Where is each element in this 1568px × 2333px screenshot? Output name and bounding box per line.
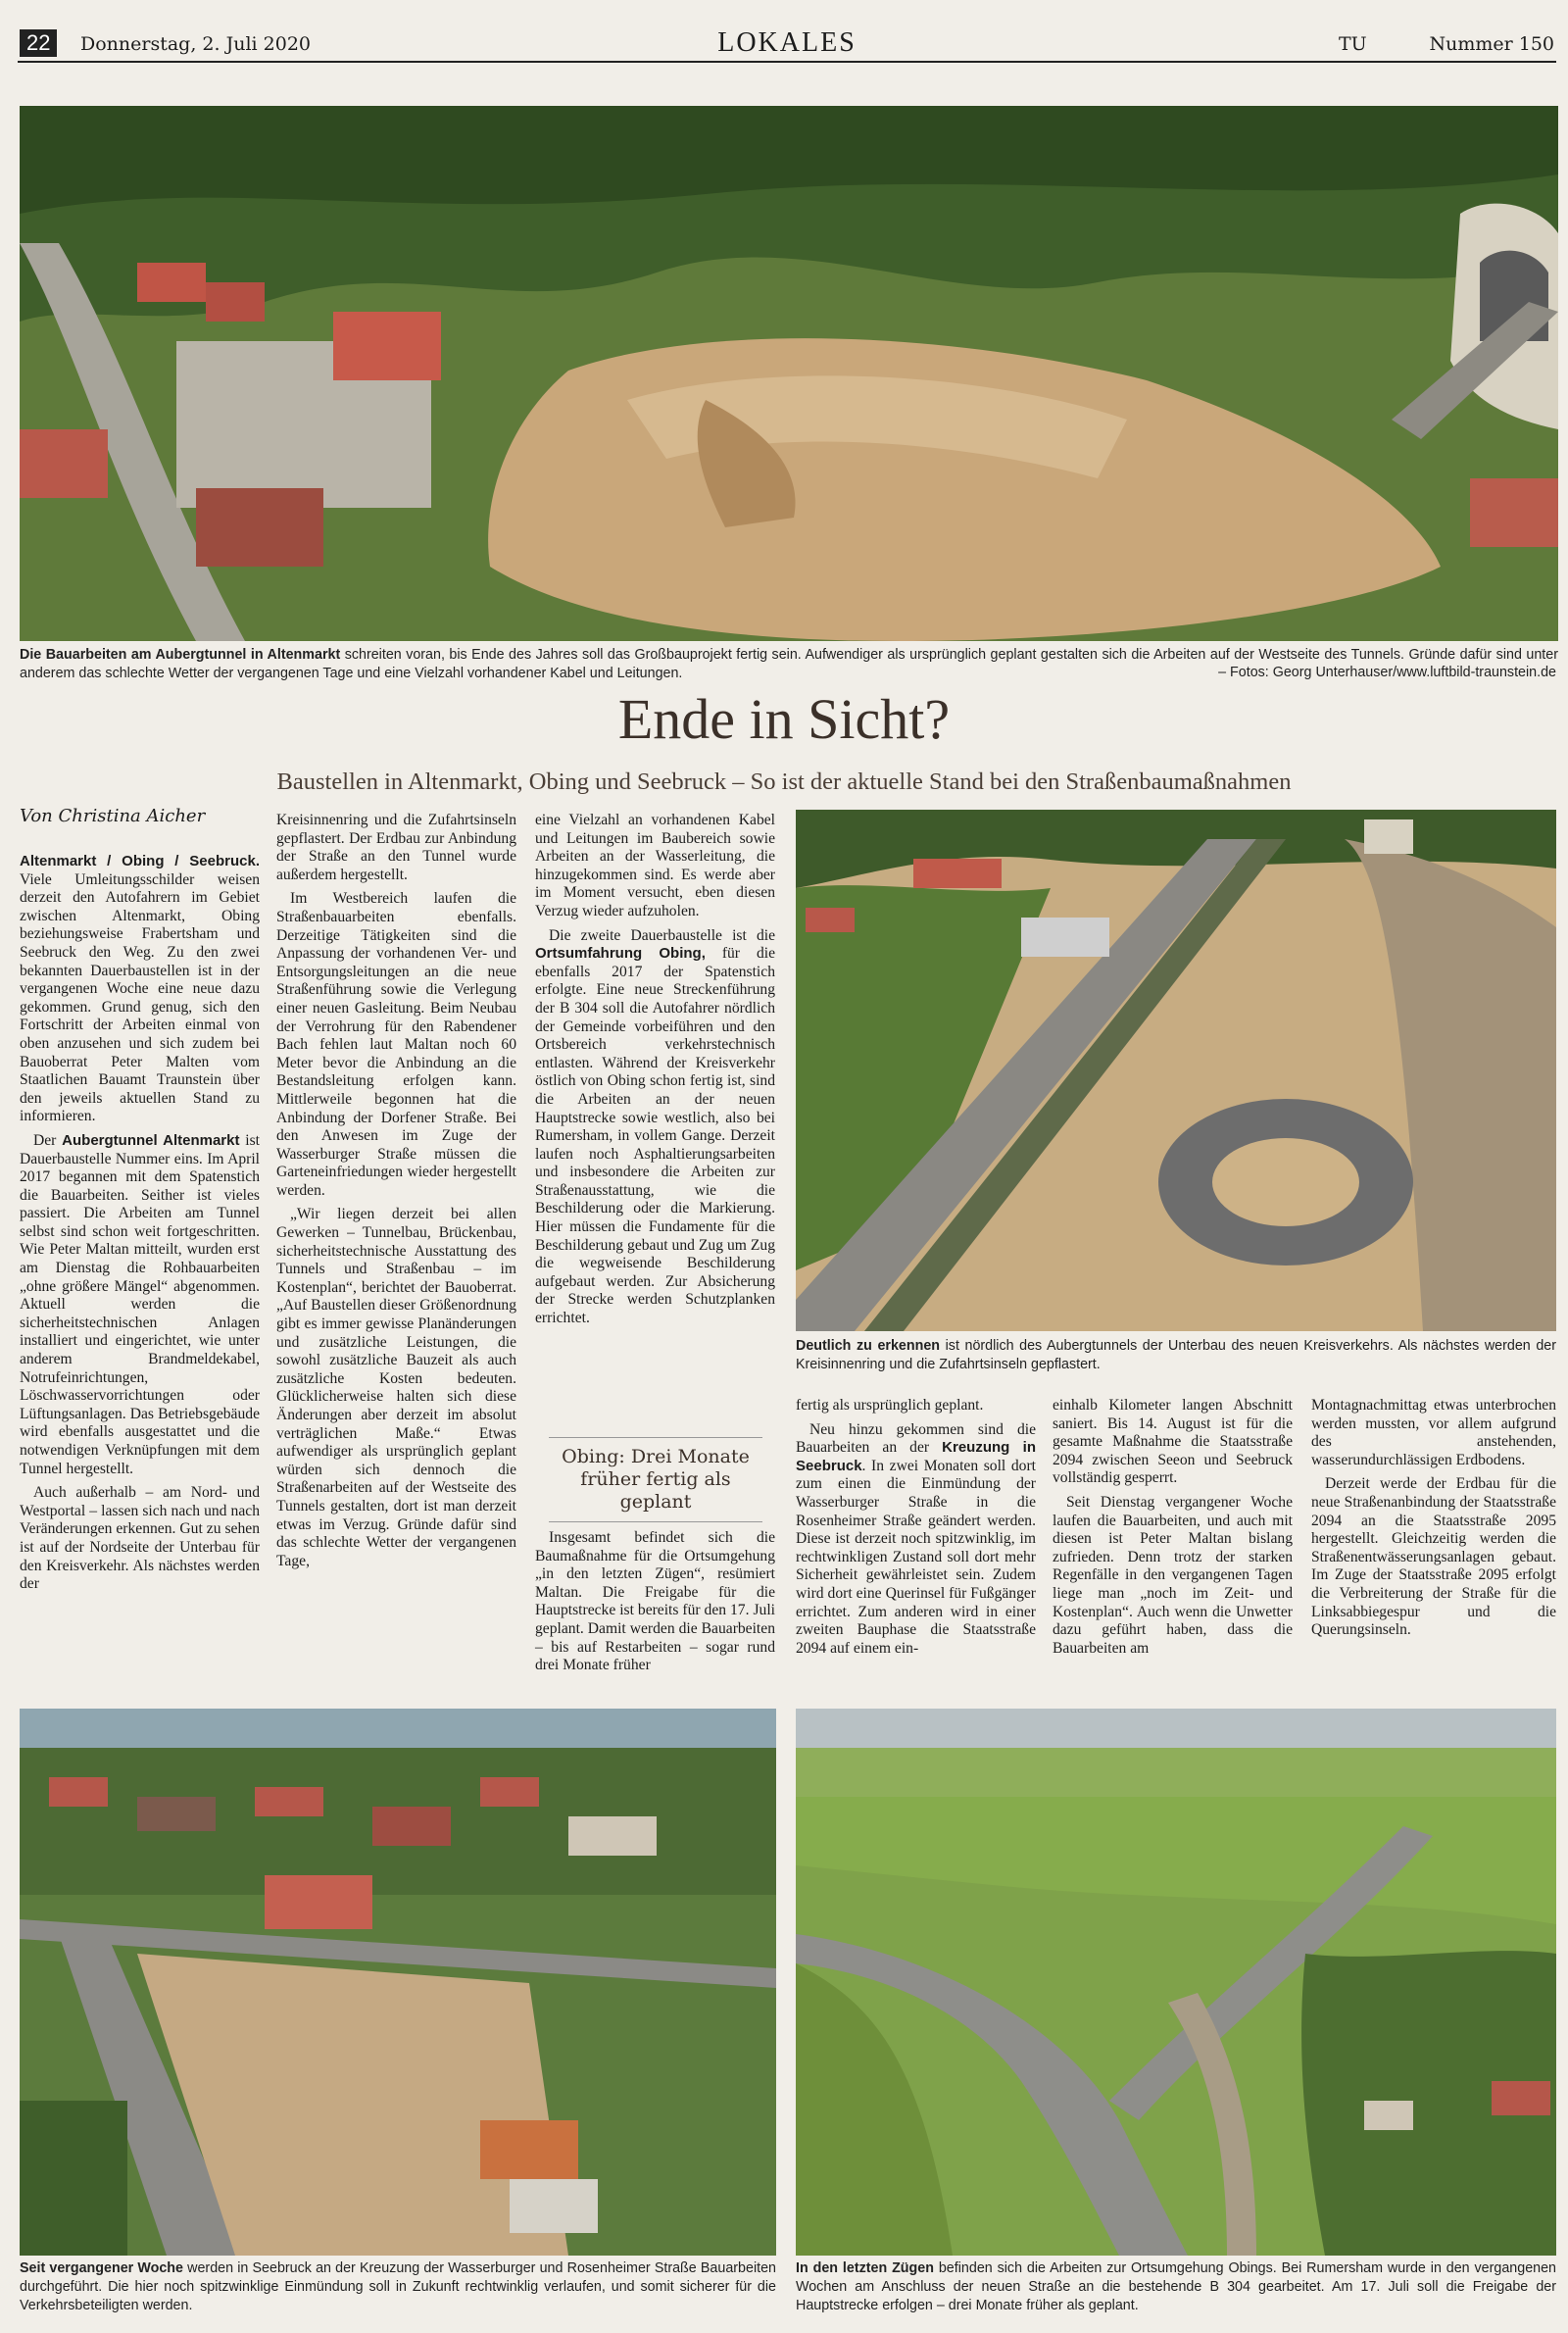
obing-bypass-photo (796, 1709, 1556, 2256)
article-column-3 (535, 812, 775, 1328)
paragraph: für die ebenfalls 2017 der Spatenstich erfolgte. Eine neue Streckenführung der B 304 soll die Autofahrer nördlich der Gemeinde vorbeiführen und den Ortsbereich verkehrstechnisch entlasten. Während der Kreisverkehr östlich von Obing schon fertig ist, sind die Arbeiten an der neuen Hauptstrecke sowie westlich, also bei Rumersham, in vollem Gange. Derzeit laufen noch Asphaltierungsarbeiten und insbesondere die Arbeiten zur Straßenausstattung, wie die Beschilderung oder die Markierung. Hier müssen die Fundamente für die Beschilderung gebaut und Zug um Zug die wegweisende Beschilderung aufgebaut werden. Zur Absicherung der Strecke werden Schutzplanken errichtet. (535, 945, 775, 1327)
issue-number: Nummer 150 (1429, 33, 1554, 55)
bold-phrase: Kreuzung in Seebruck (796, 1439, 1036, 1474)
paragraph: Auch außerhalb – am Nord- und Westportal – lassen sich nach und nach Veränderungen erkennen. Gut zu sehen ist auf der Nordseite der Unterbau für den Kreisverkehr. Als nächstes werden der (20, 1484, 260, 1593)
paragraph-start: Die zweite Dauerbaustelle ist die (549, 926, 775, 944)
bold-phrase: Ortsumfahrung Obing, (535, 945, 706, 963)
article-column-4 (796, 1397, 1036, 1658)
article-column-6 (1311, 1397, 1556, 1640)
caption-lead: Die Bauarbeiten am Aubergtunnel in Altenmarkt (20, 647, 341, 663)
caption-text: schreiten voran, bis Ende des Jahres soll das Großbauprojekt fertig sein. Aufwendiger als ursprünglich geplant gestalten sich die Arbeiten auf der Westseite des Tunnels. Gründe dafür sind unter anderem das schlechte Wetter der vergangenen Tage und eine Vielzahl vorhandener Kabel und Leitungen. (20, 647, 1558, 681)
paragraph: ist Dauerbaustelle Nummer eins. Im April 2017 begannen mit dem Spatenstich die Bauarbeiten. Seither ist vieles passiert. Die Arbeiten am Tunnel selbst sind schon weit fortgeschritten. Wie Peter Maltan mitteilt, wurden erst am Dienstag die Rohbauarbeiten „ohne größere Mängel“ abgenommen. Aktuell werden die sicherheitstechnischen Anlagen installiert und eingerichtet, wie unter anderem Brandmeldekabel, Notrufeinrichtungen, Löschwasservorrichtungen oder Lüftungsanlagen. Das Betriebsgebäude wird ebenfalls ausgestattet und die notwendigen Verknüpfungen mit dem Tunnel hergestellt. (20, 1131, 260, 1477)
edition-code: TU (1339, 33, 1367, 55)
paragraph-start: Der (33, 1131, 63, 1149)
paragraph: Viele Umleitungsschilder weisen derzeit den Autofahrern im Gebiet zwischen Altenmarkt, Obing beziehungsweise Frabertsham und Seebruck den Weg. Zu den zwei bekannten Dauerbaustellen ist in der vergangenen Woche eine neue dazu gekommen. Grund genug, sich den Fortschritt der Arbeiten einmal von oben anzusehen und sich zudem bei Bauoberrat Peter Malten vom Staatlichen Bauamt Traunstein über den jeweils aktuellen Stand zu informieren. (20, 870, 260, 1125)
caption-lead: In den letzten Zügen (796, 2260, 934, 2276)
article-column-2 (276, 812, 516, 1570)
subheadline: Baustellen in Altenmarkt, Obing und Seebruck – So ist der aktuelle Stand bei den Straßenbaumaßnahmen (276, 769, 1292, 795)
caption-lead: Deutlich zu erkennen (796, 1338, 941, 1354)
paragraph: Kreisinnenring und die Zufahrtsinseln gepflastert. Der Erdbau zur Anbindung der Straße an den Tunnel wurde außerdem hergestellt. (276, 812, 516, 883)
caption-lead: Seit vergangener Woche (20, 2260, 183, 2276)
paragraph: eine Vielzahl an vorhandenen Kabel und Leitungen im Baubereich sowie Arbeiten an der Wasserleitung, die hinzugekommen sind. Es werde aber im Moment versucht, eben diesen Verzug wieder aufzuholen. (535, 812, 775, 919)
bottom-left-caption (20, 2259, 776, 2315)
right-photo-caption (796, 1337, 1556, 1374)
headline: Ende in Sicht? (617, 687, 951, 751)
seebruck-junction-photo (20, 1709, 776, 2256)
byline: Von Christina Aicher (20, 806, 206, 826)
paragraph: Derzeit werde der Erdbau für die neue Straßenanbindung der Staatsstraße 2094 an die Staatsstraße 2095 hergestellt. Gleichzeitig werden die Straßenentwässerungsanlagen gebaut. Im Zuge der Staatsstraße 2095 erfolgt die Verbreiterung der Straße für die Linksabbiegespur und die Querungsinseln. (1311, 1475, 1556, 1639)
page-number: 22 (20, 29, 57, 57)
section-title: LOKALES (717, 27, 857, 58)
caption-text: befinden sich die Arbeiten zur Ortsumgehung Obings. Bei Rumersham wurde in den vergangenen Wochen am Anschluss der neuen Straße an die bestehende B 304 gearbeitet. Am 17. Juli soll die Freigabe der Hauptstrecke erfolgen – drei Monate früher als geplant. (796, 2260, 1557, 2313)
subheading-box: Obing: Drei Monate früher fertig als geplant (549, 1437, 762, 1522)
paragraph-start: Neu hinzu gekommen sind die Bauarbeiten an der (796, 1420, 1036, 1457)
paragraph: . In zwei Monaten soll dort zum einen die Einmündung der Wasserburger Straße in die Rosenheimer Straße geändert werden. Diese ist derzeit noch spitzwinklig, im rechtwinkligen Zustand soll dort mehr Sicherheit gewährleistet sein. Zudem wird dort eine Querinsel für Fußgänger errichtet. Zum anderen wird in einer zweiten Bauphase die Staatsstraße 2094 auf einem ein- (796, 1457, 1036, 1657)
paragraph: „Wir liegen derzeit bei allen Gewerken – Tunnelbau, Brückenbau, sicherheitstechnische Ausstattung des Tunnels und Straßenbau – im Kostenplan“, berichtet der Bauoberrat. „Auf Baustellen dieser Größenordnung gibt es immer gewisse Planänderungen und zusätzliche Leistungen, die sowohl zusätzliche Bauzeit als auch zusätzliche Kosten bedeuten. Glücklicherweise halten sich diese Änderungen aber derzeit im absolut verträglichen Maße.“ Etwas aufwendiger als ursprünglich geplant würden sich dennoch die Straßenarbeiten auf der Westseite des Tunnels gestalten, dort ist man derzeit etwas im Verzug. Gründe dafür sind das schlechte Wetter der vergangenen Tage, (276, 1206, 516, 1569)
bottom-right-caption (796, 2259, 1556, 2315)
paragraph: Insgesamt befindet sich die Baumaßnahme für die Ortsumgehung „in den letzten Zügen“, resümiert Maltan. Die Freigabe für die Hauptstrecke ist bereits für den 17. Juli geplant. Damit werden die Bauarbeiten – bis auf Restarbeiten – sogar rund drei Monate früher (535, 1529, 775, 1674)
issue-date: Donnerstag, 2. Juli 2020 (80, 33, 311, 55)
dateline: Altenmarkt / Obing / Seebruck. (20, 853, 260, 869)
caption-text: werden in Seebruck an der Kreuzung der Wasserburger und Rosenheimer Straße Bauarbeiten durchgeführt. Die hier noch spitzwinklige Einmündung soll in Zukunft rechtwinklig verlaufen, und somit sicherer für die Verkehrsbeteiligten werden. (20, 2260, 776, 2313)
article-column-1 (20, 853, 260, 1594)
paragraph: Montagnachmittag etwas unterbrochen werden mussten, vor allem aufgrund des anstehenden, wasserundurchlässigen Erdbodens. (1311, 1397, 1556, 1468)
article-column-3-cont (535, 1529, 775, 1675)
photo-credit: – Fotos: Georg Unterhauser/www.luftbild-traunstein.de (1218, 665, 1556, 680)
tunnel-construction-photo (20, 106, 1558, 641)
paragraph: einhalb Kilometer langen Abschnitt saniert. Bis 14. August ist für die gesamte Maßnahme die Staatsstraße 2094 zwischen Seeon und Seebruck vollständig gesperrt. (1053, 1397, 1293, 1487)
paragraph: Seit Dienstag vergangener Woche laufen die Bauarbeiten, und auch mit diesen ist Peter Maltan bislang zufrieden. Denn trotz der starken Regenfälle in den vergangenen Tagen liege man „noch im Zeit- und Kostenplan“. Auch wenn die Unwetter dazu geführt haben, dass die Bauarbeiten am (1053, 1493, 1293, 1657)
bold-phrase: Aubergtunnel Altenmarkt (62, 1131, 240, 1149)
page-header (18, 22, 1556, 63)
paragraph: Im Westbereich laufen die Straßenbauarbeiten ebenfalls. Derzeitige Tätigkeiten sind die Anpassung der vorhandenen Ver- und Entsorgungsleitungen an die neue Straßenführung sowie die Verlegung einer neuen Gasleitung. Beim Neubau der Verrohrung für den Rabendener Bach fehlen laut Maltan noch 60 Meter bevor die Anbindung an die Bestandsleitung erfolgen kann. Mittlerweile begonnen hat die Anbindung der Dorfener Straße. Bei den Anwesen im Zuge der Wasserburger Straße müssen die Garteneinfriedungen wieder hergestellt werden. (276, 890, 516, 1199)
article-column-5 (1053, 1397, 1293, 1658)
roundabout-construction-photo (796, 810, 1556, 1331)
caption-text: ist nördlich des Aubergtunnels der Unterbau des neuen Kreisverkehrs. Als nächstes werden der Kreisinnenring und die Zufahrtsinseln gepflastert. (796, 1338, 1557, 1372)
paragraph: fertig als ursprünglich geplant. (796, 1397, 984, 1414)
